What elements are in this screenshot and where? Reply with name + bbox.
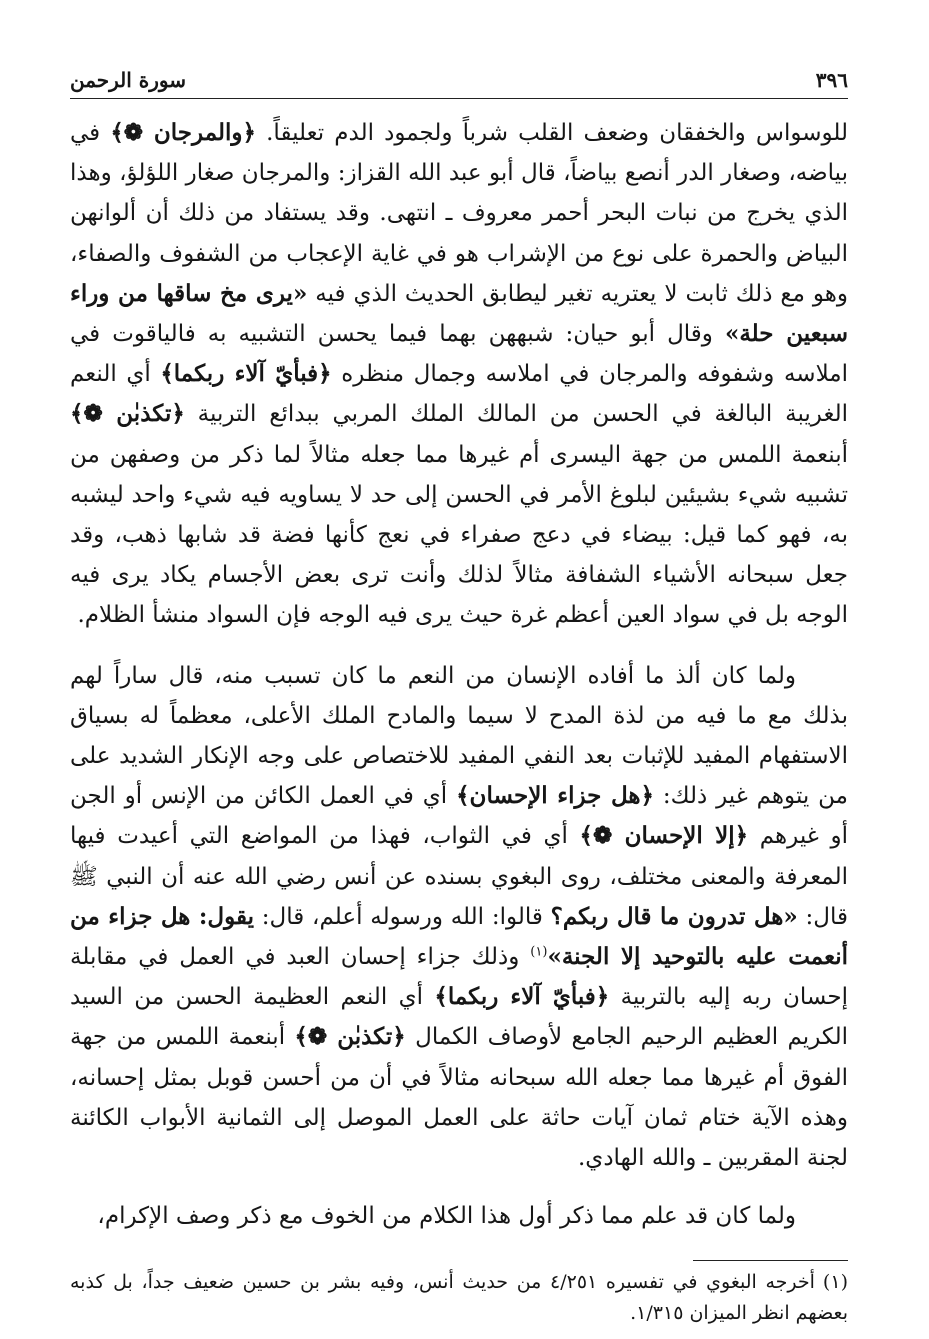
text-run: أي النعم الغريبة البالغة في الحسن من المالك الملك المربي ببدائع التربية — [70, 361, 848, 428]
header-divider — [70, 98, 848, 99]
text-run: وذلك جزاء إحسان العبد في العمل في مقابلة إحسان ربه إليه بالتربية — [70, 944, 849, 1011]
book-page — [70, 62, 848, 1329]
text-run: أي في الثواب، فهذا من المواضع التي أعيدت فيها المعرفة والمعنى مختلف، روى البغوي بسنده عن أنس رضي الله عنه أن النبي ﷺ قال: — [70, 823, 849, 930]
text-run: أبنعمة اللمس من جهة اليسرى أم غيرها مما جعله مثالاً لما ذكر من وصفهن من تشبيه شيء بشيئين لبلوغ الأمر في الحسن إلى حد لا يساويه فيه شيء واحد ليشبه به، فهو كما قيل: بيضاء في دعج صفراء في نعج كأنها فضة قد شابها ذهب، وقد جعل سبحانه الأشياء الشفافة مثالاً لذلك وأنت ترى بعض الأجسام يكاد يرى فيه الوجه بل في سواد العين أعظم غرة حيث يرى فيه الوجه فإن السواد منشأ الظلام. — [70, 441, 848, 629]
quran-quote: ﴿تكذبٰن ❁﴾ — [70, 400, 185, 428]
footnote-divider — [693, 1260, 848, 1261]
quran-quote: ﴿تكذبٰن ❁﴾ — [294, 1023, 406, 1051]
hadith-quote: يقول: هل جزاء من أنعمت عليه بالتوحيد إلا الجنة» — [70, 902, 848, 971]
footnote-mark: (١) — [822, 1271, 848, 1294]
running-header — [70, 62, 848, 92]
text-run: ولما كان ألذ ما أفاده الإنسان من النعم ما كان تسبب منه، قال ساراً لهم بذلك مع ما فيه من لذة المدح لا سيما والمادح الملك الأعلى، معظماً له بسياق الاستفهام المفيد للإثبات بعد النفي المفيد للاختصاص على وجه الإنكار الشديد على من يتوهم غير ذلك: — [70, 662, 848, 810]
footnote — [70, 1267, 848, 1329]
paragraph-1 — [70, 113, 848, 636]
text-run: أي النعم العظيمة الحسن من السيد الكريم العظيم الرحيم الجامع لأوصاف الكمال — [70, 984, 849, 1051]
text-run: للوسواس والخفقان وضعف القلب شرباً ولجمود الدم تعليقاً. — [255, 120, 848, 146]
text-run: في بياضه، وصغار الدر أنصع بياضاً، قال أبو عبد الله القزاز: والمرجان صغار اللؤلؤ، وهذا الذي يخرج من نبات البحر أحمر معروف ـ انتهى. وقد يستفاد من ذلك أن ألوانهن البياض والحمرة على نوع من الإشراب هو في غاية الإعجاب من الشفوف والصفاء، وهو مع ذلك ثابت لا يعتريه تغير ليطابق الحديث الذي فيه — [70, 120, 849, 307]
quran-quote: ﴿فبأيّ آلاء ربكما﴾ — [160, 360, 332, 388]
text-run: وقال أبو حيان: شبههن بهما فيما يحسن التشبيه به فالياقوت في املاسه وشفوفه والمرجان في املاسه وجمال منظره — [70, 321, 849, 388]
text-run: ولما كان قد علم مما ذكر أول هذا الكلام من الخوف مع ذكر وصف الإكرام، — [97, 1203, 796, 1230]
hadith-quote: «هل تدرون ما قال ربكم؟ — [550, 902, 798, 930]
text-run: أي في العمل الكائن من الإنس أو الجن أو غيرهم — [70, 783, 848, 850]
footnote-text: أخرجه البغوي في تفسيره ٤/٢٥١ من حديث أنس، وفيه بشر بن حسين ضعيف جداً، بل كذبه بعضهم انظر الميزان ١/٣١٥. — [70, 1271, 848, 1325]
paragraph-2 — [70, 656, 848, 1179]
surah-title: سورة الرحمن — [70, 68, 187, 92]
quran-quote: ﴿فبأيّ آلاء ربكما﴾ — [434, 983, 610, 1011]
quran-quote: ﴿هل جزاء الإحسان﴾ — [456, 782, 654, 810]
text-run: قالوا: الله ورسوله أعلم، قال: — [254, 903, 551, 930]
quran-quote: ﴿إلا الإحسان ❁﴾ — [579, 822, 749, 850]
footnote-reference[interactable]: (١) — [530, 944, 548, 960]
text-run: أبنعمة اللمس من جهة الفوق أم غيرها مما جعله الله سبحانه مثالاً في أن من أحسن قوبل بمثل إحسانه، وهذه الآية ختام ثمان آيات حاثة على العمل الموصل إلى الثمانية الأبواب الكائنة لجنة المقربين ـ والله الهادي. — [70, 1024, 848, 1172]
quran-quote: ﴿والمرجان ❁﴾ — [110, 119, 256, 146]
hadith-quote: «يرى مخ ساقها من وراء سبعين حلة» — [70, 279, 849, 348]
paragraph-3 — [70, 1196, 848, 1236]
page-number: ٣٩٦ — [815, 68, 848, 92]
